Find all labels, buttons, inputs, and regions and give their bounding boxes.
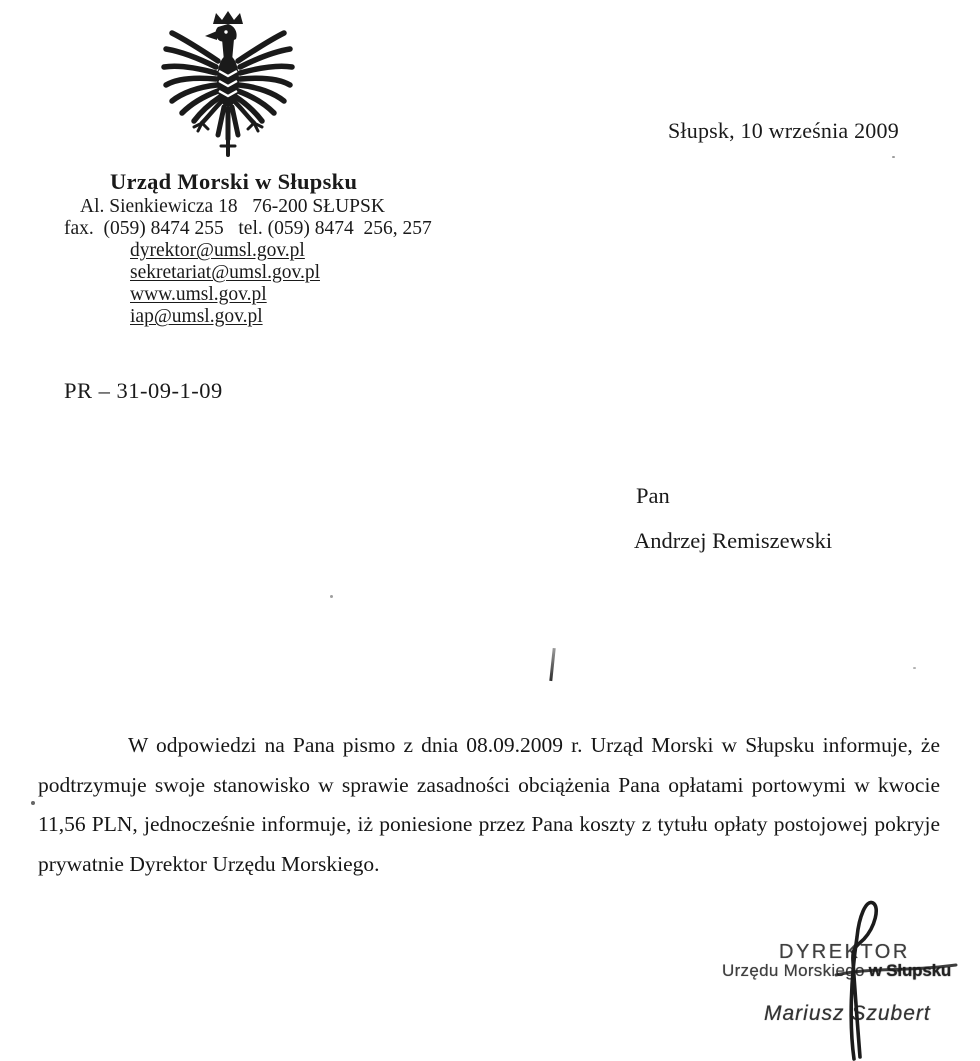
recipient-name: Andrzej Remiszewski	[634, 528, 833, 553]
signature-title: DYREKTOR	[779, 941, 910, 963]
scan-speck	[913, 667, 916, 669]
letterhead-organization: Urząd Morski w Słupsku	[110, 169, 358, 194]
letterhead-email-sekretariat: sekretariat@umsl.gov.pl	[130, 262, 320, 283]
date-line: Słupsk, 10 września 2009	[668, 118, 899, 143]
signature-organization-prefix: Urzędu Morskiego	[722, 961, 865, 980]
recipient-salutation: Pan	[636, 483, 670, 508]
scan-artifact-stroke	[549, 648, 555, 681]
signature-signer-name: Mariusz Szubert	[764, 1002, 931, 1025]
letterhead-email-iap: iap@umsl.gov.pl	[130, 306, 263, 327]
letterhead-website: www.umsl.gov.pl	[130, 284, 267, 305]
scan-speck	[330, 595, 333, 598]
signature-organization-emphasis: w Słupsku	[868, 961, 952, 980]
polish-eagle-emblem-icon	[158, 8, 298, 165]
letterhead-fax-tel: fax. (059) 8474 255 tel. (059) 8474 256, 257	[64, 218, 432, 239]
scan-speck	[31, 801, 35, 805]
letter-body-paragraph: W odpowiedzi na Pana pismo z dnia 08.09.2009 r. Urząd Morski w Słupsku informuje, że podtrzymuje swoje stanowisko w sprawie zasadności obciążenia Pana opłatami portowymi w kwocie 11,56 PLN, jednocześnie informuje, iż poniesione przez Pana koszty z tytułu opłaty postojowej pokryje prywatnie Dyrektor Urzędu Morskiego.	[38, 733, 940, 876]
reference-number: PR – 31-09-1-09	[64, 378, 223, 403]
scan-speck	[892, 156, 895, 158]
handwritten-signature-icon	[800, 893, 970, 1061]
letterhead-address: Al. Sienkiewicza 18 76-200 SŁUPSK	[80, 196, 385, 217]
letterhead-email-dyrektor: dyrektor@umsl.gov.pl	[130, 240, 305, 261]
